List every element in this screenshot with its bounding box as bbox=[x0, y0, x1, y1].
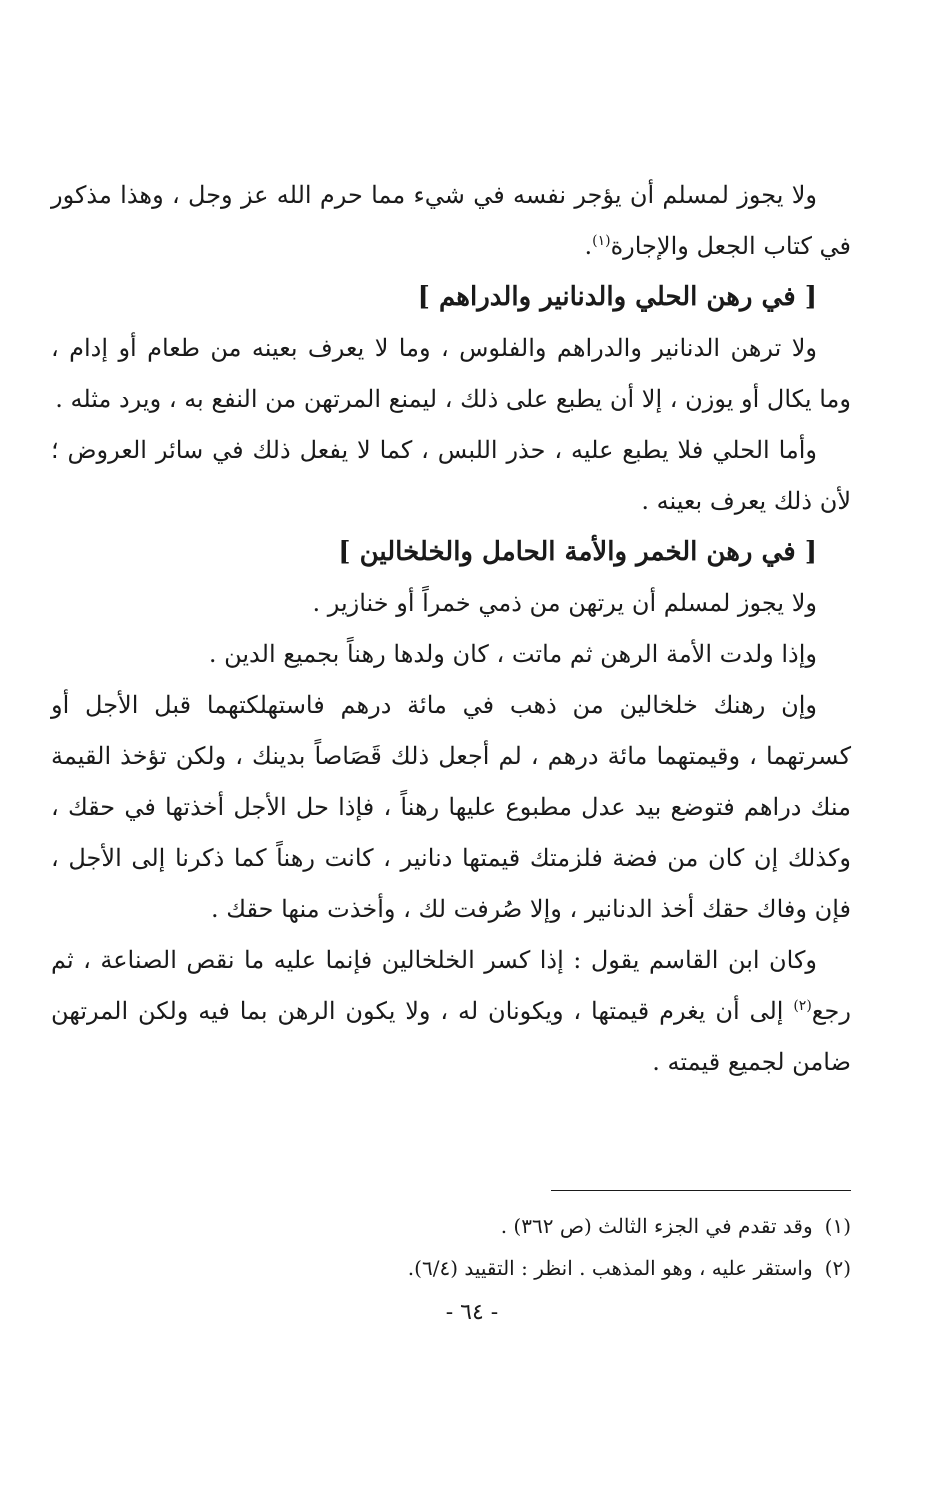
footnote-number: (٢) bbox=[824, 1256, 851, 1280]
paragraph: وإذا ولدت الأمة الرهن ثم ماتت ، كان ولدها رهناً بجميع الدين . bbox=[208, 640, 817, 668]
main-text bbox=[51, 170, 851, 1088]
footnote bbox=[51, 1205, 851, 1247]
page-number: - ٦٤ - bbox=[445, 1300, 499, 1325]
footnote-divider bbox=[551, 1190, 851, 1191]
footnote-ref[interactable]: (٢) bbox=[793, 998, 812, 1014]
section-heading: [ في رهن الخمر والأمة الحامل والخلخالين ] bbox=[338, 537, 817, 567]
footnote-text: واستقر عليه ، وهو المذهب . انظر : التقييد (٦/٤). bbox=[407, 1256, 813, 1280]
footnote-text: وقد تقدم في الجزء الثالث (ص ٣٦٢) . bbox=[500, 1214, 813, 1238]
section-heading: [ في رهن الحلي والدنانير والدراهم ] bbox=[417, 282, 817, 312]
paragraph: وأما الحلي فلا يطبع عليه ، حذر اللبس ، كما لا يفعل ذلك في سائر العروض ؛ لأن ذلك يعرف بعينه . bbox=[51, 436, 851, 515]
paragraph: وكان ابن القاسم يقول : إذا كسر الخلخالين فإنما عليه ما نقص الصناعة ، ثم رجع$^{(٢)}$ إلى أن يغرم قيمتها ، ويكونان له ، ولا يكون الرهن بما فيه ولكن المرتهن ضامن لجميع قيمته . bbox=[51, 946, 851, 1076]
paragraph: ولا يجوز لمسلم أن يؤجر نفسه في شيء مما حرم الله عز وجل ، وهذا مذكور في كتاب الجعل والإجارة$^{(١)}$. bbox=[51, 181, 851, 260]
footnote-number: (١) bbox=[824, 1214, 851, 1238]
paragraph: وإن رهنك خلخالين من ذهب في مائة درهم فاستهلكتهما قبل الأجل أو كسرتهما ، وقيمتهما مائة درهم ، لم أجعل ذلك قَصَاصاً بدينك ، ولكن تؤخذ القيمة منك دراهم فتوضع بيد عدل مطبوع عليها رهناً ، فإذا حل الأجل أخذتها في حقك ، وكذلك إن كان من فضة فلزمتك قيمتها دنانير ، كانت رهناً كما ذكرنا إلى الأجل ، فإن وفاك حقك أخذ الدنانير ، وإلا صُرفت لك ، وأخذت منها حقك . bbox=[51, 691, 851, 923]
paragraph: ولا ترهن الدنانير والدراهم والفلوس ، وما لا يعرف بعينه من طعام أو إدام ، وما يكال أو يوزن ، إلا أن يطبع على ذلك ، ليمنع المرتهن من النفع به ، ويرد مثله . bbox=[51, 334, 851, 413]
paragraph: ولا يجوز لمسلم أن يرتهن من ذمي خمراً أو خنازير . bbox=[312, 589, 817, 617]
footnote bbox=[51, 1247, 851, 1289]
footnote-ref[interactable]: (١) bbox=[592, 233, 611, 249]
footnotes bbox=[51, 1205, 851, 1289]
